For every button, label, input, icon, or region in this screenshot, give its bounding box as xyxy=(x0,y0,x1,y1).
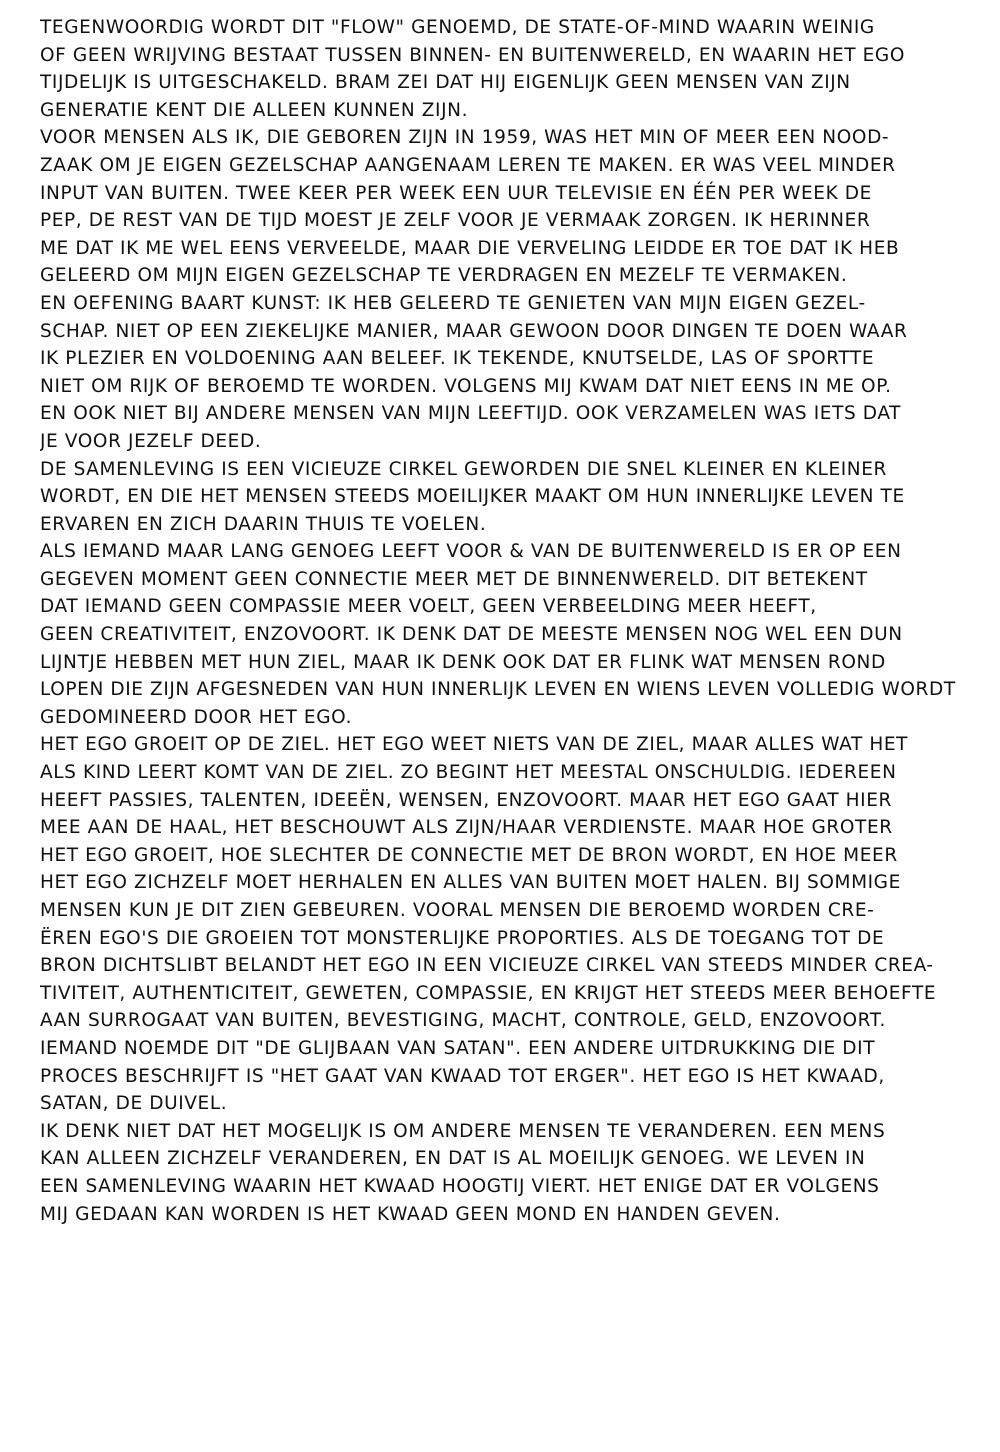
text-line: MIJ GEDAAN KAN WORDEN IS HET KWAAD GEEN MOND EN HANDEN GEVEN. xyxy=(40,1203,781,1225)
text-line: VOOR MENSEN ALS IK, DIE GEBOREN ZIJN IN 1959, WAS HET MIN OF MEER EEN NOOD- xyxy=(40,127,890,149)
text-line: LOPEN DIE ZIJN AFGESNEDEN VAN HUN INNERLIJK LEVEN EN WIENS LEVEN VOLLEDIG WORDT xyxy=(40,679,956,701)
paragraph-3 xyxy=(40,290,970,456)
text-line: LIJNTJE HEBBEN MET HUN ZIEL, MAAR IK DENK OOK DAT ER FLINK WAT MENSEN ROND xyxy=(40,651,886,673)
text-line: SCHAP. NIET OP EEN ZIEKELIJKE MANIER, MAAR GEWOON DOOR DINGEN TE DOEN WAAR xyxy=(40,320,908,342)
text-line: GEEN CREATIVITEIT, ENZOVOORT. IK DENK DAT DE MEESTE MENSEN NOG WEL EEN DUN xyxy=(40,624,903,646)
text-line: TIVITEIT, AUTHENTICITEIT, GEWETEN, COMPASSIE, EN KRIJGT HET STEEDS MEER BEHOEFTE xyxy=(40,982,937,1004)
paragraph-7 xyxy=(40,1118,970,1228)
text-line: WORDT, EN DIE HET MENSEN STEEDS MOEILIJKER MAAKT OM HUN INNERLIJKE LEVEN TE xyxy=(40,486,905,508)
text-line: TIJDELIJK IS UITGESCHAKELD. BRAM ZEI DAT HIJ EIGENLIJK GEEN MENSEN VAN ZIJN xyxy=(40,72,851,94)
handwritten-text xyxy=(40,14,970,1228)
text-line: PROCES BESCHRIJFT IS "HET GAAT VAN KWAAD TOT ERGER". HET EGO IS HET KWAAD, xyxy=(40,1065,885,1087)
paragraph-6 xyxy=(40,731,970,1117)
text-line: GEGEVEN MOMENT GEEN CONNECTIE MEER MET DE BINNENWERELD. DIT BETEKENT xyxy=(40,568,868,590)
text-line: HEEFT PASSIES, TALENTEN, IDEEËN, WENSEN, ENZOVOORT. MAAR HET EGO GAAT HIER xyxy=(40,789,892,811)
text-line: PEP, DE REST VAN DE TIJD MOEST JE ZELF VOOR JE VERMAAK ZORGEN. IK HERINNER xyxy=(40,210,871,232)
text-line: DE SAMENLEVING IS EEN VICIEUZE CIRKEL GEWORDEN DIE SNEL KLEINER EN KLEINER xyxy=(40,458,887,480)
text-line: ZAAK OM JE EIGEN GEZELSCHAP AANGENAAM LEREN TE MAKEN. ER WAS VEEL MINDER xyxy=(40,154,896,176)
text-line: ERVAREN EN ZICH DAARIN THUIS TE VOELEN. xyxy=(40,513,487,535)
text-line: IK PLEZIER EN VOLDOENING AAN BELEEF. IK TEKENDE, KNUTSELDE, LAS OF SPORTTE xyxy=(40,348,875,370)
text-line: HET EGO GROEIT OP DE ZIEL. HET EGO WEET NIETS VAN DE ZIEL, MAAR ALLES WAT HET xyxy=(40,734,909,756)
text-line: HET EGO ZICHZELF MOET HERHALEN EN ALLES VAN BUITEN MOET HALEN. BIJ SOMMIGE xyxy=(40,872,901,894)
text-line: ALS KIND LEERT KOMT VAN DE ZIEL. ZO BEGINT HET MEESTAL ONSCHULDIG. IEDEREEN xyxy=(40,762,897,784)
text-line: ME DAT IK ME WEL EENS VERVEELDE, MAAR DIE VERVELING LEIDDE ER TOE DAT IK HEB xyxy=(40,237,900,259)
text-line: SATAN, DE DUIVEL. xyxy=(40,1093,228,1115)
paragraph-4 xyxy=(40,456,970,539)
text-line: EN OEFENING BAART KUNST: IK HEB GELEERD TE GENIETEN VAN MIJN EIGEN GEZEL- xyxy=(40,292,866,314)
text-line: GELEERD OM MIJN EIGEN GEZELSCHAP TE VERDRAGEN EN MEZELF TE VERMAKEN. xyxy=(40,265,848,287)
text-line: HET EGO GROEIT, HOE SLECHTER DE CONNECTIE MET DE BRON WORDT, EN HOE MEER xyxy=(40,844,898,866)
text-line: IEMAND NOEMDE DIT "DE GLIJBAAN VAN SATAN". EEN ANDERE UITDRUKKING DIE DIT xyxy=(40,1037,876,1059)
text-line: DAT IEMAND GEEN COMPASSIE MEER VOELT, GEEN VERBEELDING MEER HEEFT, xyxy=(40,596,817,618)
text-line: EEN SAMENLEVING WAARIN HET KWAAD HOOGTIJ VIERT. HET ENIGE DAT ER VOLGENS xyxy=(40,1175,880,1197)
text-line: GEDOMINEERD DOOR HET EGO. xyxy=(40,706,353,728)
text-line: KAN ALLEEN ZICHZELF VERANDEREN, EN DAT IS AL MOEILIJK GENOEG. WE LEVEN IN xyxy=(40,1148,866,1170)
text-line: ËREN EGO'S DIE GROEIEN TOT MONSTERLIJKE PROPORTIES. ALS DE TOEGANG TOT DE xyxy=(40,927,885,949)
text-line: INPUT VAN BUITEN. TWEE KEER PER WEEK EEN UUR TELEVISIE EN ÉÉN PER WEEK DE xyxy=(40,182,872,204)
text-line: IK DENK NIET DAT HET MOGELIJK IS OM ANDERE MENSEN TE VERANDEREN. EEN MENS xyxy=(40,1120,886,1142)
text-line: ALS IEMAND MAAR LANG GENOEG LEEFT VOOR & VAN DE BUITENWERELD IS ER OP EEN xyxy=(40,541,902,563)
text-line: MEE AAN DE HAAL, HET BESCHOUWT ALS ZIJN/HAAR VERDIENSTE. MAAR HOE GROTER xyxy=(40,817,893,839)
text-line: AAN SURROGAAT VAN BUITEN, BEVESTIGING, MACHT, CONTROLE, GELD, ENZOVOORT. xyxy=(40,1010,886,1032)
text-line: EN OOK NIET BIJ ANDERE MENSEN VAN MIJN LEEFTIJD. OOK VERZAMELEN WAS IETS DAT xyxy=(40,403,902,425)
paragraph-1 xyxy=(40,14,970,124)
text-line: BRON DICHTSLIBT BELANDT HET EGO IN EEN VICIEUZE CIRKEL VAN STEEDS MINDER CREA- xyxy=(40,955,934,977)
text-line: TEGENWOORDIG WORDT DIT "FLOW" GENOEMD, DE STATE-OF-MIND WAARIN WEINIG xyxy=(40,17,875,38)
paragraph-2 xyxy=(40,124,970,290)
text-line: MENSEN KUN JE DIT ZIEN GEBEUREN. VOORAL MENSEN DIE BEROEMD WORDEN CRE- xyxy=(40,900,875,921)
text-line: OF GEEN WRIJVING BESTAAT TUSSEN BINNEN- EN BUITENWERELD, EN WAARIN HET EGO xyxy=(40,44,906,66)
text-line: GENERATIE KENT DIE ALLEEN KUNNEN ZIJN. xyxy=(40,99,469,121)
paragraph-5 xyxy=(40,538,970,731)
text-line: NIET OM RIJK OF BEROEMD TE WORDEN. VOLGENS MIJ KWAM DAT NIET EENS IN ME OP. xyxy=(40,375,892,397)
text-line: JE VOOR JEZELF DEED. xyxy=(40,430,262,452)
